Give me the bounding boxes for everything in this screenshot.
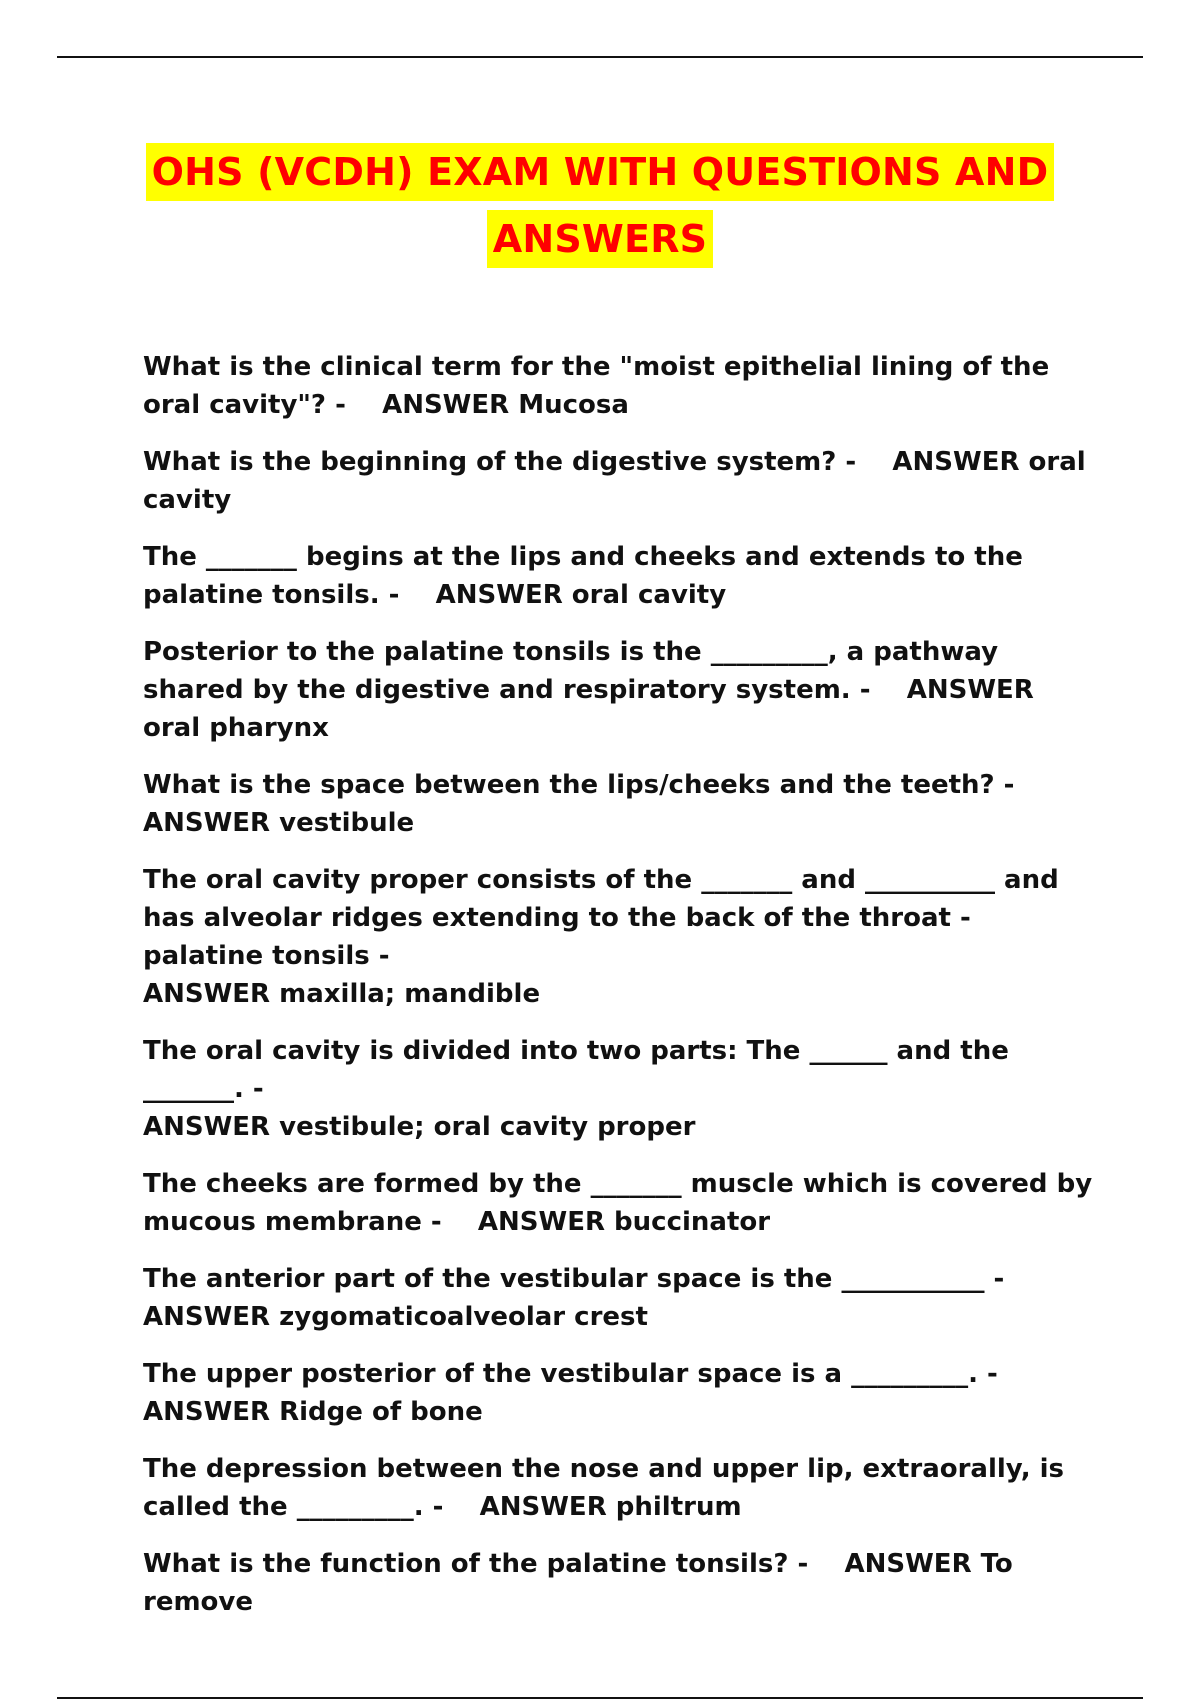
answer-text: ANSWER Ridge of bone: [143, 1397, 483, 1427]
document-title: [0, 143, 1200, 277]
answer-text: ANSWER To remove: [143, 1549, 1022, 1617]
question-text: What is the beginning of the digestive system? -: [143, 447, 857, 477]
question-text: The cheeks are formed by the _______ muscle which is covered by mucous membrane -: [143, 1169, 1102, 1237]
answer-text: ANSWER oral pharynx: [143, 675, 1043, 743]
qa-item: [143, 1450, 1093, 1526]
qa-item: [143, 538, 1093, 614]
question-text: What is the space between the lips/cheeks and the teeth? -: [143, 770, 1015, 800]
question-text: The depression between the nose and upper lip, extraorally, is called the _________. -: [143, 1454, 1074, 1522]
answer-text: ANSWER buccinator: [477, 1207, 771, 1237]
answer-text: ANSWER vestibule; oral cavity proper: [143, 1112, 696, 1142]
qa-item: [143, 348, 1093, 424]
answer-text: ANSWER zygomaticoalveolar crest: [143, 1302, 648, 1332]
answer-text: ANSWER vestibule: [143, 808, 415, 838]
top-divider: [57, 56, 1143, 58]
title-line-1: OHS (VCDH) EXAM WITH QUESTIONS AND: [146, 143, 1055, 201]
question-text: What is the function of the palatine tonsils? -: [143, 1549, 809, 1579]
qa-item: [143, 1355, 1093, 1431]
qa-item: [143, 1545, 1093, 1621]
title-line-2: ANSWERS: [487, 210, 713, 268]
question-text: What is the clinical term for the "moist epithelial lining of the oral cavity"? -: [143, 352, 1059, 420]
qa-item: [143, 443, 1093, 519]
qa-list: [143, 348, 1102, 1640]
question-text: The oral cavity is divided into two parts: The ______ and the _______. -: [143, 1036, 1018, 1104]
qa-item: [143, 861, 1093, 1013]
question-text: The anterior part of the vestibular space is the ___________ -: [143, 1264, 1005, 1294]
answer-text: ANSWER philtrum: [479, 1492, 742, 1522]
qa-item: [143, 1165, 1102, 1241]
question-text: The oral cavity proper consists of the _______ and __________ and has alveolar ridges extending to the back of the throat - palatine tonsils -: [143, 865, 1068, 971]
answer-text: ANSWER oral cavity: [143, 447, 1095, 515]
question-text: The upper posterior of the vestibular space is a _________. -: [143, 1359, 998, 1389]
question-text: Posterior to the palatine tonsils is the _________, a pathway shared by the digestive and respiratory system. -: [143, 637, 1008, 705]
answer-text: ANSWER maxilla; mandible: [143, 979, 541, 1009]
answer-text: ANSWER Mucosa: [382, 390, 629, 420]
question-text: The _______ begins at the lips and cheeks and extends to the palatine tonsils. -: [143, 542, 1032, 610]
qa-item: [143, 1032, 1093, 1146]
qa-item: [143, 1260, 1093, 1336]
qa-item: [143, 633, 1093, 747]
bottom-divider: [57, 1697, 1143, 1699]
qa-item: [143, 766, 1093, 842]
answer-text: ANSWER oral cavity: [435, 580, 727, 610]
